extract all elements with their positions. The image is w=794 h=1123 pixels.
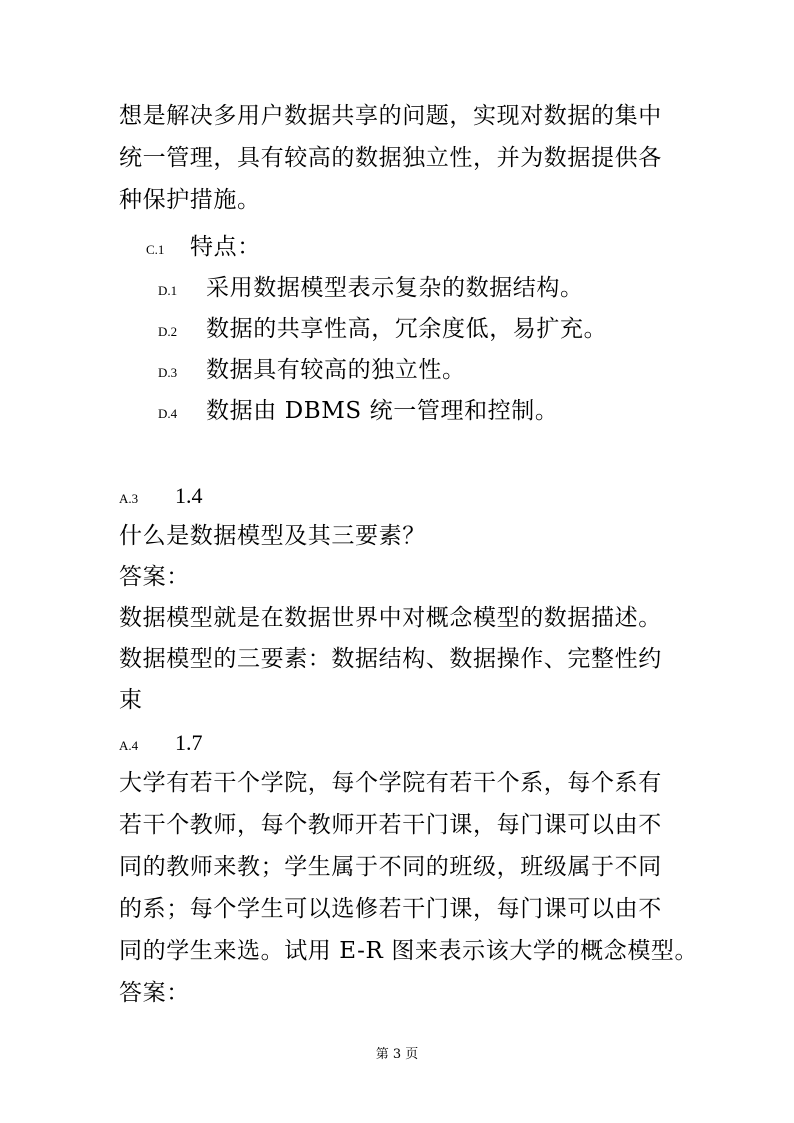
- feature-item-4: [158, 391, 558, 434]
- question-number: 1.7: [175, 730, 203, 755]
- intro-line-1: 想是解决多用户数据共享的问题，实现对数据的集中: [119, 103, 662, 129]
- answer-line-1: 数据模型就是在数据世界中对概念模型的数据描述。: [119, 605, 662, 631]
- question-1-4-heading: [119, 475, 203, 519]
- question-marker: A.3: [119, 491, 139, 506]
- feature-item-text: 数据由 DBMS 统一管理和控制。: [206, 398, 559, 424]
- intro-line-2: 统一管理，具有较高的数据独立性，并为数据提供各: [119, 145, 662, 171]
- features-label: 特点：: [190, 234, 261, 260]
- question-1-7-line-4: 的系；每个学生可以选修若干门课，每门课可以由不: [119, 896, 662, 922]
- feature-item-3: [158, 350, 466, 393]
- question-1-7-line-1: 大学有若干个学院，每个学院有若干个系，每个系有: [119, 770, 662, 796]
- answer-label: 答案：: [119, 564, 190, 590]
- features-marker: C.1: [146, 242, 165, 257]
- feature-item-text: 数据的共享性高，冗余度低，易扩充。: [206, 316, 608, 342]
- feature-item-1: [158, 268, 584, 311]
- answer-line-3: 束: [119, 687, 143, 713]
- question-1-7-line-2: 若干个教师，每个教师开若干门课，每门课可以由不: [119, 812, 662, 838]
- question-1-7-heading: [119, 722, 203, 766]
- question-number: 1.4: [175, 483, 203, 508]
- feature-item-text: 数据具有较高的独立性。: [206, 357, 466, 383]
- intro-line-3: 种保护措施。: [119, 187, 261, 213]
- features-heading: [146, 227, 261, 270]
- question-marker: A.4: [119, 738, 139, 753]
- feature-item-marker: D.4: [158, 406, 178, 421]
- question-1-7-line-5: 同的学生来选。试用 E-R 图来表示该大学的概念模型。: [119, 938, 699, 964]
- feature-item-marker: D.3: [158, 365, 178, 380]
- page-number: 第 3 页: [375, 1047, 419, 1062]
- feature-item-marker: D.1: [158, 283, 178, 298]
- answer-label: 答案：: [119, 980, 190, 1006]
- answer-line-2: 数据模型的三要素：数据结构、数据操作、完整性约: [119, 646, 662, 672]
- feature-item-2: [158, 309, 607, 352]
- feature-item-text: 采用数据模型表示复杂的数据结构。: [206, 275, 584, 301]
- feature-item-marker: D.2: [158, 324, 178, 339]
- question-1-7-line-3: 同的教师来教；学生属于不同的班级，班级属于不同: [119, 854, 662, 880]
- question-1-4-text: 什么是数据模型及其三要素？: [119, 523, 426, 549]
